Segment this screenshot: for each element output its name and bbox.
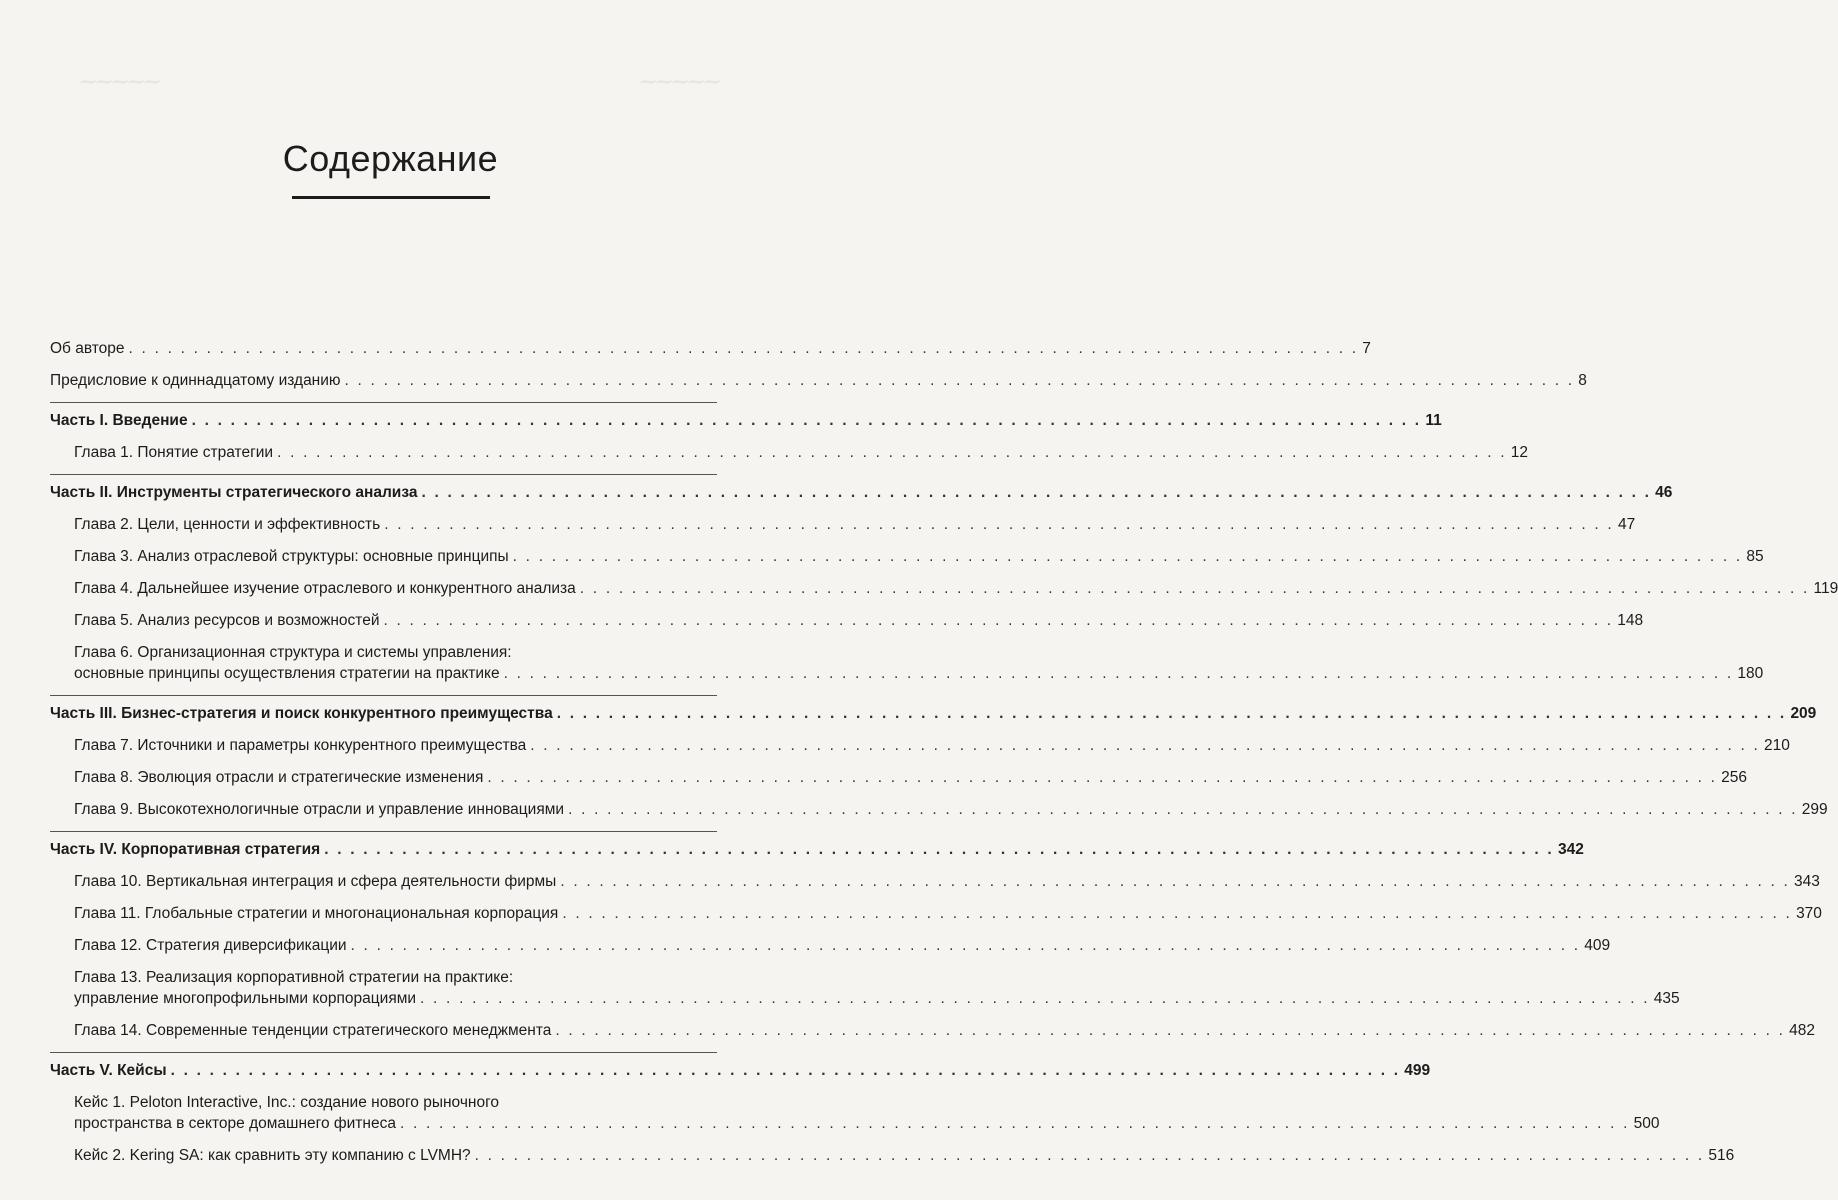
toc-entry-title: Часть III. Бизнес-стратегия и поиск конкурентного преимущества (50, 705, 553, 722)
title-underline (292, 196, 490, 199)
toc-page-number: 210 (1764, 737, 1790, 754)
section-divider (50, 474, 717, 475)
page-title: Содержание (282, 138, 499, 179)
leader-dots: . . . . . . . . . . . . . . . . . . . . . . . . . . . . . . . . . . . . . . . . . . . . . . . . . . . . . . . . . . . . . . . . . . . . . . . . . . . . . . . . . . . . . . . . . . . . . . . (399, 1115, 1630, 1132)
toc-page-number: 482 (1789, 1022, 1815, 1039)
toc-entry (50, 1020, 1815, 1041)
toc-page-number: 46 (1655, 484, 1673, 501)
toc-part-entry (50, 703, 1817, 724)
toc-page-number: 119 (1813, 580, 1838, 597)
toc-page-number: 12 (1510, 444, 1529, 461)
toc-page-number: 7 (1362, 340, 1371, 357)
toc-page-number: 370 (1796, 905, 1822, 922)
toc-page-number: 435 (1653, 990, 1680, 1007)
toc-entry-title: Глава 7. Источники и параметры конкурентного преимущества (74, 737, 527, 754)
toc-entry-title: Глава 10. Вертикальная интеграция и сфера деятельности фирмы (74, 873, 557, 890)
toc-entry-title: управление многопрофильными корпорациями (74, 990, 417, 1007)
toc-page-number: 47 (1617, 516, 1636, 533)
toc-page-number: 409 (1584, 937, 1611, 954)
leader-dots: . . . . . . . . . . . . . . . . . . . . . . . . . . . . . . . . . . . . . . . . . . . . . . . . . . . . . . . . . . . . . . . . . . . . . . . . . . . . . . . . . . . . . . . . . . . . . . . (579, 580, 1810, 597)
toc-page-number: 500 (1633, 1115, 1660, 1132)
toc-entry (50, 442, 1529, 463)
leader-dots: . . . . . . . . . . . . . . . . . . . . . . . . . . . . . . . . . . . . . . . . . . . . . . . . . . . . . . . . . . . . . . . . . . . . . . . . . . . . . . . . . . . . . . . . . . . . . . . (560, 873, 1791, 890)
bleed-through-decoration: ⁓⁓⁓⁓⁓ (80, 74, 160, 91)
section-divider (50, 831, 717, 832)
section-divider (50, 695, 717, 696)
toc-entry-title: Глава 1. Понятие стратегии (74, 444, 274, 461)
toc-entry-title-line: Кейс 1. Peloton Interactive, Inc.: создание нового рыночного (74, 1094, 500, 1111)
leader-dots: . . . . . . . . . . . . . . . . . . . . . . . . . . . . . . . . . . . . . . . . . . . . . . . . . . . . . . . . . . . . . . . . . . . . . . . . . . . . . . . . . . . . . . . . . . . . . . . (421, 484, 1652, 501)
toc-entry (50, 767, 1747, 788)
leader-dots: . . . . . . . . . . . . . . . . . . . . . . . . . . . . . . . . . . . . . . . . . . . . . . . . . . . . . . . . . . . . . . . . . . . . . . . . . . . . . . . . . . . . . . . . . . . . . . . (420, 990, 1650, 1007)
toc-page-number: 8 (1578, 372, 1587, 389)
toc-entry-title: Глава 8. Эволюция отрасли и стратегические изменения (74, 769, 484, 786)
bleed-through-decoration: ⁓⁓⁓⁓⁓ (640, 74, 720, 91)
table-of-contents (50, 338, 1838, 1177)
toc-entry-line (74, 988, 1680, 1009)
toc-entry-title: Глава 2. Цели, ценности и эффективность (74, 516, 381, 533)
leader-dots: . . . . . . . . . . . . . . . . . . . . . . . . . . . . . . . . . . . . . . . . . . . . . . . . . . . . . . . . . . . . . . . . . . . . . . . . . . . . . . . . . . . . . . . . . . . . . . . (170, 1062, 1401, 1079)
toc-part-entry (50, 1060, 1431, 1081)
leader-dots: . . . . . . . . . . . . . . . . . . . . . . . . . . . . . . . . . . . . . . . . . . . . . . . . . . . . . . . . . . . . . . . . . . . . . . . . . . . . . . . . . . . . . . . . . . . . . . . (555, 1022, 1786, 1039)
toc-entry-title: Глава 9. Высокотехнологичные отрасли и управление инновациями (74, 801, 565, 818)
leader-dots: . . . . . . . . . . . . . . . . . . . . . . . . . . . . . . . . . . . . . . . . . . . . . . . . . . . . . . . . . . . . . . . . . . . . . . . . . . . . . . . . . . . . . . . . . . . . . . . (277, 444, 1507, 461)
toc-part-entry (50, 839, 1584, 860)
leader-dots: . . . . . . . . . . . . . . . . . . . . . . . . . . . . . . . . . . . . . . . . . . . . . . . . . . . . . . . . . . . . . . . . . . . . . . . . . . . . . . . . . . . . . . . . . . . . . . . (503, 665, 1734, 682)
toc-entry (50, 1145, 1735, 1166)
leader-dots: . . . . . . . . . . . . . . . . . . . . . . . . . . . . . . . . . . . . . . . . . . . . . . . . . . . . . . . . . . . . . . . . . . . . . . . . . . . . . . . . . . . . . . . . . . . . . . . (344, 372, 1575, 389)
leader-dots: . . . . . . . . . . . . . . . . . . . . . . . . . . . . . . . . . . . . . . . . . . . . . . . . . . . . . . . . . . . . . . . . . . . . . . . . . . . . . . . . . . . . . . . . . . . . . . . (350, 937, 1581, 954)
toc-page-number: 343 (1794, 873, 1820, 890)
leader-dots: . . . . . . . . . . . . . . . . . . . . . . . . . . . . . . . . . . . . . . . . . . . . . . . . . . . . . . . . . . . . . . . . . . . . . . . . . . . . . . . . . . . . . . . . . . . . . . . (324, 841, 1554, 858)
toc-entry-title: Часть IV. Корпоративная стратегия (50, 841, 321, 858)
leader-dots: . . . . . . . . . . . . . . . . . . . . . . . . . . . . . . . . . . . . . . . . . . . . . . . . . . . . . . . . . . . . . . . . . . . . . . . . . . . . . . . . . . . . . . . . . . . . . . . (474, 1147, 1705, 1164)
toc-entry (50, 799, 1828, 820)
toc-entry-title: Глава 11. Глобальные стратегии и многонациональная корпорация (74, 905, 559, 922)
toc-entry (50, 338, 1371, 359)
leader-dots: . . . . . . . . . . . . . . . . . . . . . . . . . . . . . . . . . . . . . . . . . . . . . . . . . . . . . . . . . . . . . . . . . . . . . . . . . . . . . . . . . . . . . . . . . . . . . . . (512, 548, 1743, 565)
leader-dots: . . . . . . . . . . . . . . . . . . . . . . . . . . . . . . . . . . . . . . . . . . . . . . . . . . . . . . . . . . . . . . . . . . . . . . . . . . . . . . . . . . . . . . . . . . . . . . . (562, 905, 1793, 922)
toc-page-number: 209 (1790, 705, 1817, 722)
toc-entry-title: Глава 4. Дальнейшее изучение отраслевого и конкурентного анализа (74, 580, 576, 597)
toc-page-number: 256 (1721, 769, 1747, 786)
toc-entry-title: Кейс 2. Kering SA: как сравнить эту компанию с LVMH? (74, 1147, 471, 1164)
toc-part-entry (50, 410, 1442, 431)
toc-page-number: 516 (1708, 1147, 1735, 1164)
toc-entry-title: пространства в секторе домашнего фитнеса (74, 1115, 396, 1132)
toc-entry (50, 871, 1820, 892)
leader-dots: . . . . . . . . . . . . . . . . . . . . . . . . . . . . . . . . . . . . . . . . . . . . . . . . . . . . . . . . . . . . . . . . . . . . . . . . . . . . . . . . . . . . . . . . . . . . . . . (487, 769, 1718, 786)
toc-entry-line (74, 663, 1764, 684)
toc-entry (50, 642, 1764, 684)
toc-entry-line (74, 1113, 1660, 1134)
section-divider (50, 1052, 717, 1053)
leader-dots: . . . . . . . . . . . . . . . . . . . . . . . . . . . . . . . . . . . . . . . . . . . . . . . . . . . . . . . . . . . . . . . . . . . . . . . . . . . . . . . . . . . . . . . . . . . . . . . (530, 737, 1760, 754)
toc-entry-title: Часть I. Введение (50, 412, 188, 429)
toc-entry-title-line: Глава 6. Организационная структура и системы управления: (74, 644, 512, 661)
toc-entry-title: Глава 12. Стратегия диверсификации (74, 937, 347, 954)
leader-dots: . . . . . . . . . . . . . . . . . . . . . . . . . . . . . . . . . . . . . . . . . . . . . . . . . . . . . . . . . . . . . . . . . . . . . . . . . . . . . . . . . . . . . . . . . . . . . . . (383, 612, 1614, 629)
toc-entry (50, 578, 1838, 599)
toc-entry-title: Глава 3. Анализ отраслевой структуры: основные принципы (74, 548, 509, 565)
leader-dots: . . . . . . . . . . . . . . . . . . . . . . . . . . . . . . . . . . . . . . . . . . . . . . . . . . . . . . . . . . . . . . . . . . . . . . . . . . . . . . . . . . . . . . . . . . . . . . . (128, 340, 1359, 357)
toc-entry (50, 1092, 1660, 1134)
toc-entry-title: Глава 5. Анализ ресурсов и возможностей (74, 612, 380, 629)
toc-page-number: 85 (1746, 548, 1764, 565)
toc-entry-title: Глава 14. Современные тенденции стратегического менеджмента (74, 1022, 552, 1039)
toc-entry-title: Предисловие к одиннадцатому изданию (50, 372, 341, 389)
toc-entry-title: Часть V. Кейсы (50, 1062, 167, 1079)
toc-entry (50, 935, 1611, 956)
toc-entry-title-line: Глава 13. Реализация корпоративной стратегии на практике: (74, 969, 514, 986)
toc-entry (50, 514, 1636, 535)
toc-entry (50, 903, 1822, 924)
toc-page-number: 180 (1737, 665, 1764, 682)
toc-page-number: 299 (1801, 801, 1828, 818)
toc-part-entry (50, 482, 1673, 503)
toc-entry-title: Часть II. Инструменты стратегического анализа (50, 484, 418, 501)
toc-entry-title: основные принципы осуществления стратегии на практике (74, 665, 500, 682)
leader-dots: . . . . . . . . . . . . . . . . . . . . . . . . . . . . . . . . . . . . . . . . . . . . . . . . . . . . . . . . . . . . . . . . . . . . . . . . . . . . . . . . . . . . . . . . . . . . . . . (384, 516, 1614, 533)
toc-page-number: 342 (1557, 841, 1584, 858)
toc-entry (50, 610, 1644, 631)
toc-entry (50, 735, 1790, 756)
section-divider (50, 402, 717, 403)
toc-page-number: 499 (1404, 1062, 1431, 1079)
toc-entry-title: Об авторе (50, 340, 125, 357)
leader-dots: . . . . . . . . . . . . . . . . . . . . . . . . . . . . . . . . . . . . . . . . . . . . . . . . . . . . . . . . . . . . . . . . . . . . . . . . . . . . . . . . . . . . . . . . . . . . . . . (191, 412, 1422, 429)
toc-entry (50, 967, 1680, 1009)
leader-dots: . . . . . . . . . . . . . . . . . . . . . . . . . . . . . . . . . . . . . . . . . . . . . . . . . . . . . . . . . . . . . . . . . . . . . . . . . . . . . . . . . . . . . . . . . . . . . . . (556, 705, 1787, 722)
toc-page-number: 148 (1617, 612, 1644, 629)
toc-entry (50, 370, 1587, 391)
leader-dots: . . . . . . . . . . . . . . . . . . . . . . . . . . . . . . . . . . . . . . . . . . . . . . . . . . . . . . . . . . . . . . . . . . . . . . . . . . . . . . . . . . . . . . . . . . . . . . . (568, 801, 1798, 818)
toc-entry (50, 546, 1764, 567)
toc-page-number: 11 (1425, 412, 1442, 429)
